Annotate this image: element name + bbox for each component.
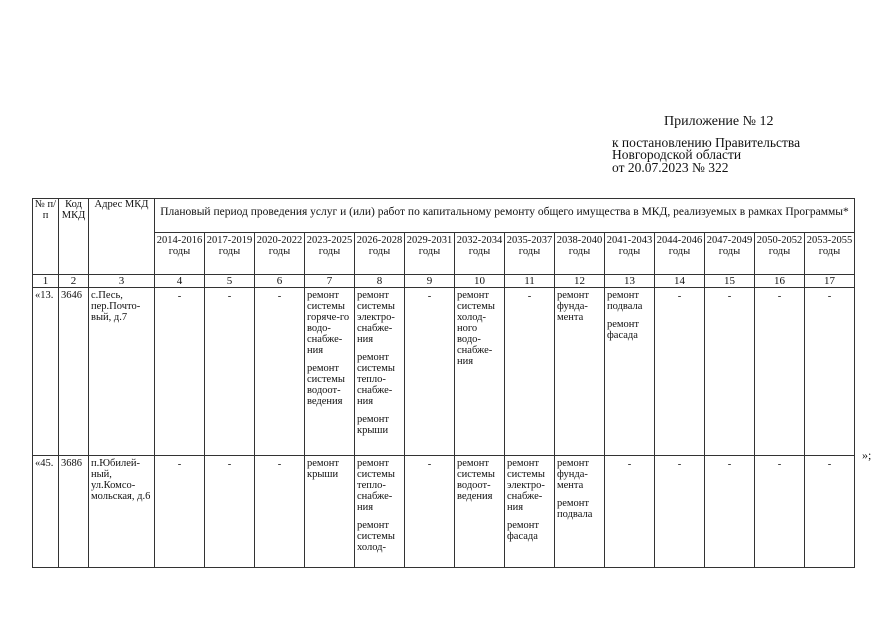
work-item: ремонт системы тепло-снабже-ния bbox=[357, 352, 395, 407]
work-item: ремонт крыши bbox=[357, 414, 390, 436]
header-address: Адрес МКД bbox=[89, 199, 155, 275]
work-item: ремонт системы холод- bbox=[357, 520, 395, 553]
no-work-dash: - bbox=[227, 459, 232, 470]
row-number: «45. bbox=[33, 456, 59, 568]
no-work-dash: - bbox=[727, 459, 732, 470]
header-line-3: от 20.07.2023 № 322 bbox=[612, 159, 729, 175]
work-cell bbox=[205, 456, 255, 568]
year-header: 2035-2037 годы bbox=[505, 233, 555, 275]
column-number: 1 bbox=[33, 275, 59, 288]
year-header: 2032-2034 годы bbox=[455, 233, 505, 275]
column-number: 12 bbox=[555, 275, 605, 288]
year-header: 2053-2055 годы bbox=[805, 233, 855, 275]
column-number: 3 bbox=[89, 275, 155, 288]
work-item: ремонт фунда-мента bbox=[557, 458, 590, 491]
work-cell bbox=[255, 456, 305, 568]
year-header: 2041-2043 годы bbox=[605, 233, 655, 275]
work-item: ремонт системы электро-снабже-ния bbox=[357, 290, 395, 345]
no-work-dash: - bbox=[677, 459, 682, 470]
year-header: 2044-2046 годы bbox=[655, 233, 705, 275]
work-cell bbox=[505, 288, 555, 456]
building-address: с.Песь, пер.Почто-вый, д.7 bbox=[89, 288, 155, 456]
work-item: ремонт системы водоот-ведения bbox=[307, 363, 345, 407]
column-number: 5 bbox=[205, 275, 255, 288]
year-header: 2020-2022 годы bbox=[255, 233, 305, 275]
year-header: 2017-2019 годы bbox=[205, 233, 255, 275]
building-code: 3686 bbox=[59, 456, 89, 568]
work-item: ремонт крыши bbox=[307, 458, 340, 480]
no-work-dash: - bbox=[827, 459, 832, 470]
work-cell bbox=[255, 288, 305, 456]
no-work-dash: - bbox=[277, 459, 282, 470]
work-cell bbox=[305, 288, 355, 456]
column-number: 14 bbox=[655, 275, 705, 288]
work-cell bbox=[655, 456, 705, 568]
work-item: ремонт системы тепло-снабже-ния bbox=[357, 458, 395, 513]
work-cell bbox=[405, 456, 455, 568]
header-period-title: Плановый период проведения услуг и (или) работ по капитальному ремонту общего имущества в МКД, реализуемых в рамках Программы* bbox=[155, 199, 855, 233]
work-item: ремонт системы водоот-ведения bbox=[457, 458, 495, 502]
no-work-dash: - bbox=[177, 459, 182, 470]
work-item: ремонт фасада bbox=[507, 520, 540, 542]
work-cell bbox=[355, 456, 405, 568]
document-header bbox=[612, 116, 882, 174]
column-number: 10 bbox=[455, 275, 505, 288]
work-cell bbox=[805, 456, 855, 568]
work-cell bbox=[455, 288, 505, 456]
year-header: 2038-2040 годы bbox=[555, 233, 605, 275]
work-cell bbox=[405, 288, 455, 456]
work-cell bbox=[755, 456, 805, 568]
column-number: 6 bbox=[255, 275, 305, 288]
column-number: 13 bbox=[605, 275, 655, 288]
column-number: 15 bbox=[705, 275, 755, 288]
work-item: ремонт подвала bbox=[557, 498, 593, 520]
work-cell bbox=[555, 456, 605, 568]
column-number: 16 bbox=[755, 275, 805, 288]
building-code: 3646 bbox=[59, 288, 89, 456]
work-item: ремонт фасада bbox=[607, 319, 640, 341]
work-cell bbox=[155, 288, 205, 456]
column-number: 2 bbox=[59, 275, 89, 288]
year-header: 2026-2028 годы bbox=[355, 233, 405, 275]
no-work-dash: - bbox=[727, 291, 732, 302]
no-work-dash: - bbox=[177, 291, 182, 302]
work-cell bbox=[305, 456, 355, 568]
work-cell bbox=[805, 288, 855, 456]
year-header: 2047-2049 годы bbox=[705, 233, 755, 275]
header-line-2: Новгородской области bbox=[612, 147, 742, 162]
appendix-title: Приложение № 12 bbox=[664, 114, 774, 129]
work-item: ремонт системы горяче-го водо-снабже-ния bbox=[307, 290, 350, 356]
column-number: 4 bbox=[155, 275, 205, 288]
work-cell bbox=[355, 288, 405, 456]
column-number: 8 bbox=[355, 275, 405, 288]
year-header: 2023-2025 годы bbox=[305, 233, 355, 275]
no-work-dash: - bbox=[527, 291, 532, 302]
row-number: «13. bbox=[33, 288, 59, 456]
no-work-dash: - bbox=[827, 291, 832, 302]
work-item: ремонт подвала bbox=[607, 290, 643, 312]
no-work-dash: - bbox=[277, 291, 282, 302]
work-cell bbox=[705, 288, 755, 456]
header-line-1: к постановлению Правительства bbox=[612, 134, 801, 150]
work-cell bbox=[505, 456, 555, 568]
column-number: 9 bbox=[405, 275, 455, 288]
work-cell bbox=[155, 456, 205, 568]
column-number: 11 bbox=[505, 275, 555, 288]
work-item: ремонт системы холод-ного водо-снабже-ния bbox=[457, 290, 495, 367]
table-row bbox=[33, 288, 855, 456]
work-cell bbox=[755, 288, 805, 456]
table-row bbox=[33, 456, 855, 568]
no-work-dash: - bbox=[677, 291, 682, 302]
work-cell bbox=[205, 288, 255, 456]
no-work-dash: - bbox=[627, 459, 632, 470]
no-work-dash: - bbox=[777, 459, 782, 470]
work-cell bbox=[705, 456, 755, 568]
no-work-dash: - bbox=[427, 291, 432, 302]
header-code: Код МКД bbox=[59, 199, 89, 275]
closing-mark: »; bbox=[862, 448, 872, 462]
year-header: 2014-2016 годы bbox=[155, 233, 205, 275]
work-cell bbox=[455, 456, 505, 568]
work-cell bbox=[605, 456, 655, 568]
work-cell bbox=[605, 288, 655, 456]
work-item: ремонт системы электро-снабже-ния bbox=[507, 458, 545, 513]
column-number: 7 bbox=[305, 275, 355, 288]
no-work-dash: - bbox=[227, 291, 232, 302]
work-cell bbox=[655, 288, 705, 456]
work-item: ремонт фунда-мента bbox=[557, 290, 590, 323]
repair-schedule-table bbox=[32, 198, 855, 568]
no-work-dash: - bbox=[427, 459, 432, 470]
header-num: № п/п bbox=[33, 199, 59, 275]
building-address: п.Юбилей-ный, ул.Комсо-мольская, д.6 bbox=[89, 456, 155, 568]
column-number: 17 bbox=[805, 275, 855, 288]
year-header: 2029-2031 годы bbox=[405, 233, 455, 275]
no-work-dash: - bbox=[777, 291, 782, 302]
year-header: 2050-2052 годы bbox=[755, 233, 805, 275]
work-cell bbox=[555, 288, 605, 456]
